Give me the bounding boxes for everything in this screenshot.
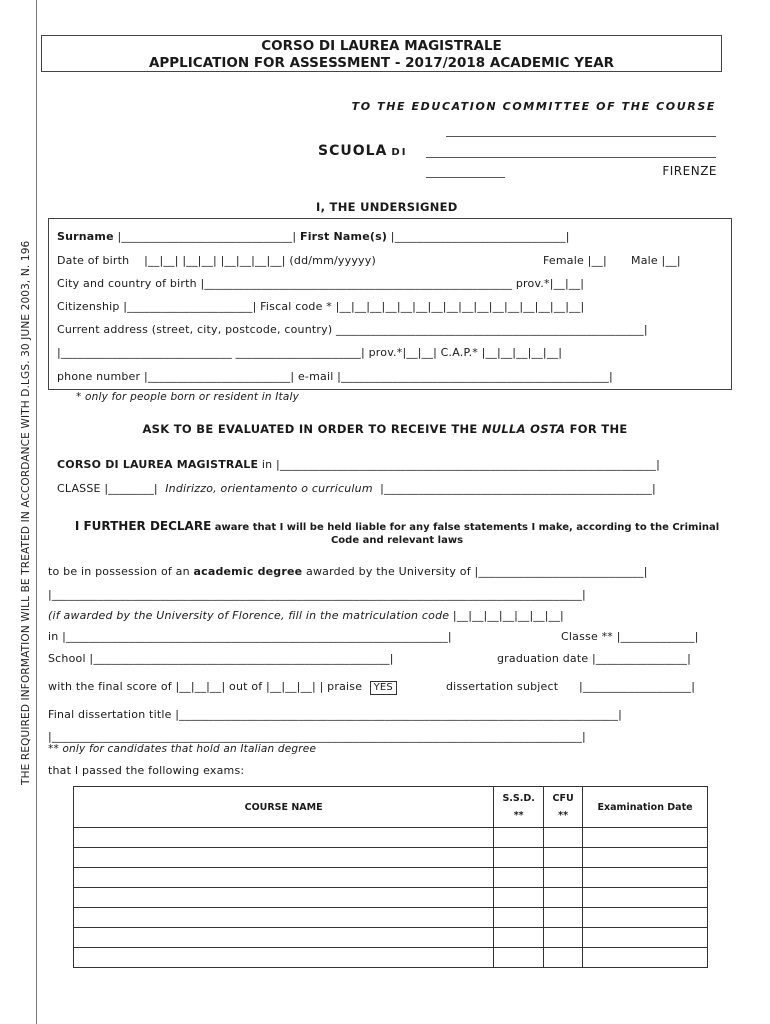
cdl-field[interactable]: in |__________________________________________________________________| <box>258 458 661 471</box>
address-field[interactable]: Current address (street, city, postcode, country) ______________________________________________________| <box>57 323 648 336</box>
exam-ssd-cell[interactable] <box>494 928 544 948</box>
passed-exams-label: that I passed the following exams: <box>48 764 245 777</box>
exam-date-cell[interactable] <box>583 848 708 868</box>
exam-cfu-cell[interactable] <box>544 868 583 888</box>
indirizzo-label: Indirizzo, orientamento o curriculum <box>165 482 373 495</box>
city-firenze: FIRENZE <box>662 164 717 178</box>
dissertation-subject-label: dissertation subject <box>446 680 559 693</box>
col-cfu <box>544 787 583 828</box>
exam-date-cell[interactable] <box>583 828 708 848</box>
further-declare <box>52 520 742 547</box>
exam-course-cell[interactable] <box>74 848 494 868</box>
dissertation-title-line2[interactable]: |_____________________________________________________________________________________________| <box>48 730 586 743</box>
dissertation-title-field[interactable]: Final dissertation title |_____________________________________________________________________________| <box>48 708 622 721</box>
form-title-line1: CORSO DI LAUREA MAGISTRALE <box>261 38 502 54</box>
final-score-field[interactable]: with the final score of |__|__|__| out of |__|__|__| | praise <box>48 680 363 693</box>
exam-course-cell[interactable] <box>74 908 494 928</box>
residency-note: * only for people born or resident in Italy <box>76 391 300 403</box>
matriculation-code-field[interactable]: (if awarded by the University of Florence, fill in the matriculation code |__|__|__|__|__|__|__| <box>48 609 564 622</box>
ask-heading <box>0 422 770 436</box>
table-row <box>74 868 708 888</box>
surname-field[interactable]: |______________________________| <box>117 230 297 243</box>
col-ssd <box>494 787 544 828</box>
exam-ssd-cell[interactable] <box>494 888 544 908</box>
col-cfu-label: CFU <box>552 793 574 804</box>
col-ssd-note: ** <box>513 810 524 821</box>
degree-classe-field[interactable]: Classe ** |_____________| <box>561 630 699 643</box>
exam-date-cell[interactable] <box>583 888 708 908</box>
col-ssd-label: S.S.D. <box>502 793 535 804</box>
exam-course-cell[interactable] <box>74 948 494 968</box>
ask-suffix: FOR THE <box>569 422 628 436</box>
surname-row <box>57 230 570 243</box>
left-margin-rule <box>36 0 37 1024</box>
table-row <box>74 848 708 868</box>
firstname-label: First Name(s) <box>299 230 388 243</box>
ask-prefix: ASK TO BE EVALUATED IN ORDER TO RECEIVE THE <box>142 422 478 436</box>
exam-course-cell[interactable] <box>74 928 494 948</box>
col-cfu-note: ** <box>558 810 569 821</box>
indirizzo-field[interactable]: |_______________________________________________| <box>380 482 656 495</box>
possession-pre: to be in possession of an <box>48 565 190 578</box>
dob-field[interactable]: |__|__| |__|__| |__|__|__|__| (dd/mm/yyyyy) <box>144 254 376 267</box>
address-line2-field[interactable]: |______________________________ ______________________| prov.*|__|__| C.A.P.* |__|__|__|__|__| <box>57 346 563 359</box>
exam-course-cell[interactable] <box>74 888 494 908</box>
table-row <box>74 908 708 928</box>
degree-in-field[interactable]: in |___________________________________________________________________| <box>48 630 452 643</box>
exam-date-cell[interactable] <box>583 948 708 968</box>
possession-bold: academic degree <box>193 565 303 578</box>
form-title-box <box>41 35 722 72</box>
exam-course-cell[interactable] <box>74 828 494 848</box>
exam-ssd-cell[interactable] <box>494 868 544 888</box>
dob-row <box>57 254 376 267</box>
female-checkbox[interactable]: Female |__| <box>543 254 607 267</box>
italian-degree-note: ** only for candidates that hold an Italian degree <box>48 743 317 755</box>
citizenship-fiscal-row[interactable]: Citizenship |______________________| Fiscal code * |__|__|__|__|__|__|__|__|__|__|__|__|__|__|__|__| <box>57 300 585 313</box>
cdl-label: CORSO DI LAUREA MAGISTRALE <box>57 458 259 471</box>
declare-text: aware that I will be held liable for any false statements I make, according to the Criminal <box>214 522 720 533</box>
scuola-label <box>318 143 407 159</box>
col-course-name: COURSE NAME <box>74 787 494 828</box>
birthplace-field[interactable]: City and country of birth |______________________________________________________ prov.*|__|__| <box>57 277 585 290</box>
final-score-row <box>48 680 401 695</box>
graduation-date-field[interactable]: graduation date |________________| <box>497 652 692 665</box>
dissertation-subject-field[interactable]: |___________________| <box>579 680 696 693</box>
classe-row <box>57 482 656 495</box>
col-exam-date: Examination Date <box>583 787 708 828</box>
declare-lead: I FURTHER DECLARE <box>74 519 212 533</box>
exam-ssd-cell[interactable] <box>494 948 544 968</box>
male-checkbox[interactable]: Male |__| <box>631 254 681 267</box>
dob-label: Date of birth <box>57 254 130 267</box>
exams-table-body <box>74 828 708 968</box>
undersigned-heading: I, THE UNDERSIGNED <box>316 200 458 214</box>
exam-date-cell[interactable] <box>583 928 708 948</box>
exam-cfu-cell[interactable] <box>544 908 583 928</box>
table-row <box>74 928 708 948</box>
school-name-line-2[interactable] <box>426 157 716 158</box>
phone-email-row[interactable]: phone number |_________________________| e-mail |_______________________________________________| <box>57 370 613 383</box>
table-row <box>74 888 708 908</box>
ask-nulla-osta: NULLA OSTA <box>481 422 566 436</box>
exams-table-header <box>74 787 708 828</box>
praise-yes-box[interactable]: YES <box>370 681 397 695</box>
exam-cfu-cell[interactable] <box>544 888 583 908</box>
exam-cfu-cell[interactable] <box>544 848 583 868</box>
firstname-field[interactable]: |______________________________| <box>390 230 570 243</box>
exam-ssd-cell[interactable] <box>494 848 544 868</box>
cdl-row <box>57 458 660 471</box>
university-field[interactable]: awarded by the University of |_____________________________| <box>306 565 648 578</box>
degree-possession-row <box>48 565 648 578</box>
exam-course-cell[interactable] <box>74 868 494 888</box>
school-field[interactable]: School |____________________________________________________| <box>48 652 394 665</box>
classe-field[interactable]: CLASSE |________| <box>57 482 158 495</box>
privacy-side-note: THE REQUIRED INFORMATION WILL BE TREATED IN ACCORDANCE WITH D.LGS. 30 JUNE 2003, N. 196 <box>20 240 32 785</box>
addressee-heading: TO THE EDUCATION COMMITTEE OF THE COURSE <box>351 100 716 113</box>
exam-cfu-cell[interactable] <box>544 928 583 948</box>
form-title-line2: APPLICATION FOR ASSESSMENT - 2017/2018 ACADEMIC YEAR <box>148 55 615 71</box>
exam-date-cell[interactable] <box>583 868 708 888</box>
declare-text2: Code and relevant laws <box>330 535 464 546</box>
scuola-di: DI <box>391 147 408 158</box>
surname-label: Surname <box>57 230 114 243</box>
table-row <box>74 828 708 848</box>
scuola-word: SCUOLA <box>318 143 388 159</box>
exams-table <box>73 786 708 968</box>
exam-date-cell[interactable] <box>583 908 708 928</box>
school-name-line-1[interactable] <box>446 136 716 137</box>
university-line2[interactable]: |_____________________________________________________________________________________________| <box>48 588 586 601</box>
table-row <box>74 948 708 968</box>
exam-ssd-cell[interactable] <box>494 908 544 928</box>
exam-cfu-cell[interactable] <box>544 828 583 848</box>
exam-ssd-cell[interactable] <box>494 828 544 848</box>
exam-cfu-cell[interactable] <box>544 948 583 968</box>
